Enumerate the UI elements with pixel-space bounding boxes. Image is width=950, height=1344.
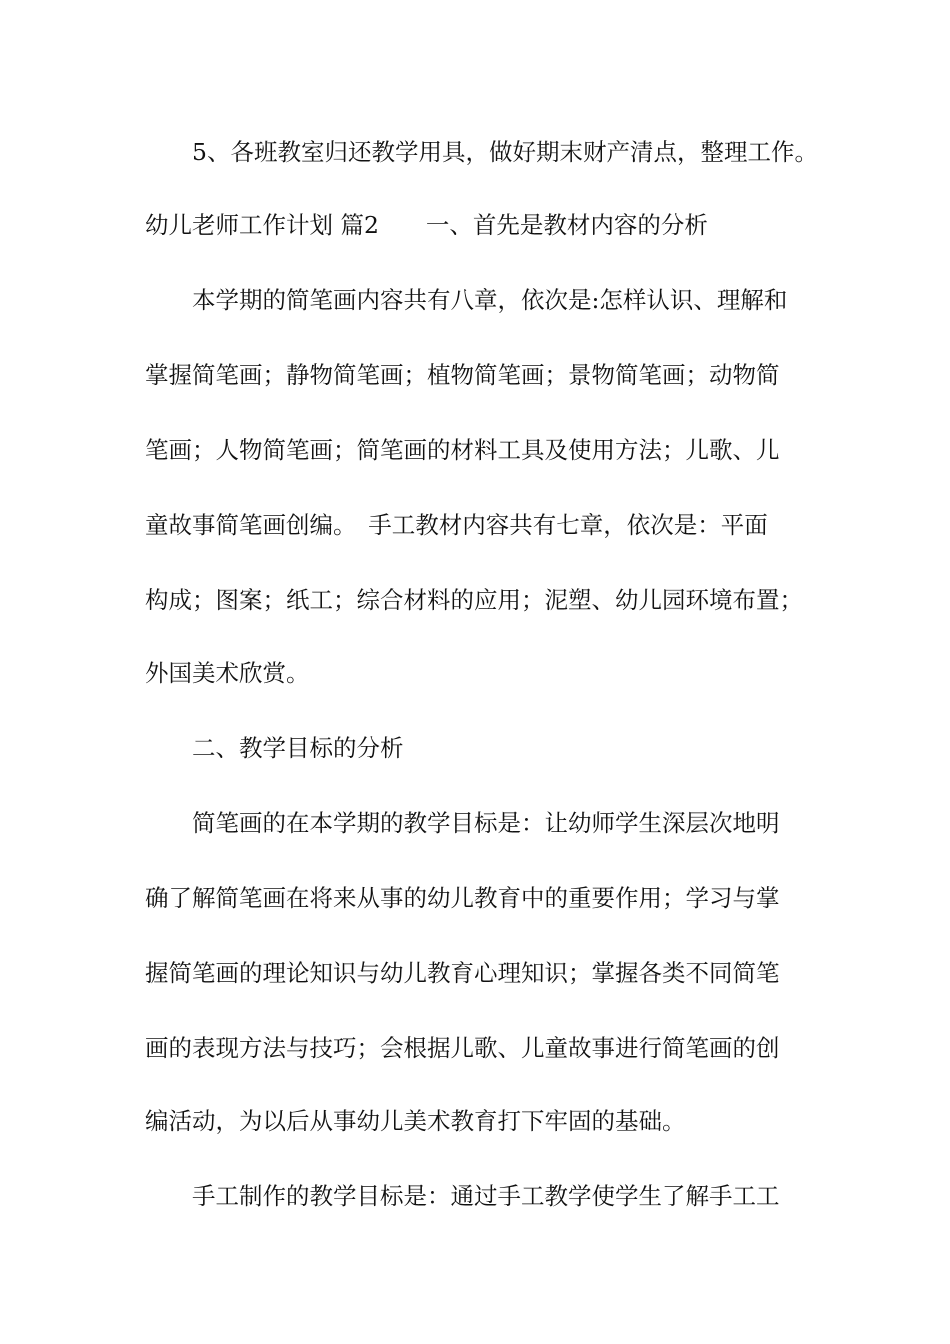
paragraph-line: 简笔画的在本学期的教学目标是：让幼师学生深层次地明 — [192, 809, 780, 837]
paragraph-line: 掌握简笔画；静物简笔画；植物简笔画；景物简笔画；动物简 — [145, 361, 780, 389]
paragraph-line: 5、各班教室归还教学用具，做好期末财产清点，整理工作。 — [192, 138, 818, 166]
paragraph-line: 笔画；人物简笔画；简笔画的材料工具及使用方法；儿歌、儿 — [145, 436, 780, 464]
paragraph-line: 画的表现方法与技巧；会根据儿歌、儿童故事进行简笔画的创 — [145, 1034, 780, 1062]
paragraph-line: 手工制作的教学目标是：通过手工教学使学生了解手工工 — [192, 1182, 780, 1210]
paragraph-line: 外国美术欣赏。 — [145, 659, 310, 687]
paragraph-line: 编活动，为以后从事幼儿美术教育打下牢固的基础。 — [145, 1107, 686, 1135]
paragraph-line: 握简笔画的理论知识与幼儿教育心理知识；掌握各类不同简笔 — [145, 959, 780, 987]
paragraph-line: 童故事简笔画创编。 手工教材内容共有七章，依次是：平面 — [145, 511, 768, 539]
paragraph-line: 构成；图案；纸工；综合材料的应用；泥塑、幼儿园环境布置； — [145, 586, 803, 614]
subheading-line: 二、教学目标的分析 — [192, 734, 404, 762]
paragraph-line: 确了解简笔画在将来从事的幼儿教育中的重要作用；学习与掌 — [145, 884, 780, 912]
paragraph-line: 本学期的简笔画内容共有八章，依次是:怎样认识、理解和 — [192, 286, 788, 314]
section-heading-line: 幼儿老师工作计划 篇2 一、首先是教材内容的分析 — [145, 211, 708, 239]
